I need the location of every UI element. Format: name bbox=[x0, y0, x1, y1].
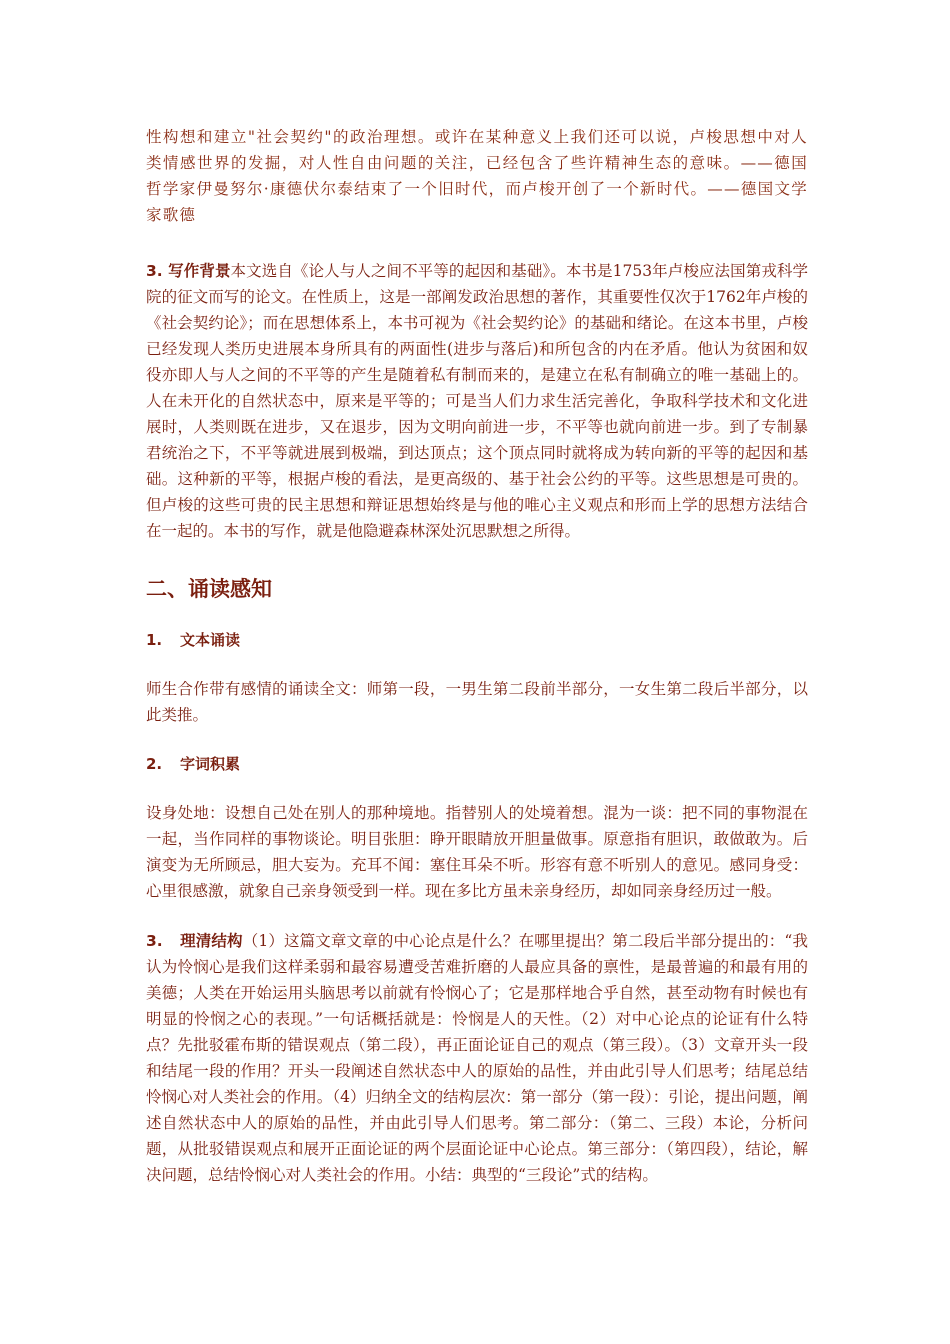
structure-label bbox=[146, 932, 243, 950]
intro-quote-paragraph: 性构想和建立"社会契约"的政治理想。或许在某种意义上我们还可以说，卢梭思想中对人类情感世界的发掘，对人性自由问题的关注，已经包含了些许精神生态的意味。——德国哲学家伊曼努尔·康德伏尔泰结束了一个旧时代，而卢梭开创了一个新时代。——德国文学家歌德 bbox=[146, 128, 808, 224]
structure-paragraph bbox=[146, 928, 808, 1188]
structure-number: 3. bbox=[146, 932, 163, 950]
background-text: 本文选自《论人与人之间不平等的起因和基础》。本书是1753年卢梭应法国第戎科学院的征文而写的论文。在性质上，这是一部阐发政治思想的著作，其重要性仅次于1762年卢梭的《社会契约论》；而在思想体系上，本书可视为《社会契约论》的基础和绪论。在这本书里，卢梭已经发现人类历史进展本身所具有的两面性(进步与落后)和所包含的内在矛盾。他认为贫困和奴役亦即人与人之间的不平等的产生是随着私有制而来的，是建立在私有制确立的唯一基础上的。人在未开化的自然状态中，原来是平等的；可是当人们力求生活完善化，争取科学技术和文化进展时，人类则既在进步，又在退步，因为文明向前进一步，不平等也就向前进一步。到了专制暴君统治之下，不平等就进展到极端，到达顶点；这个顶点同时就将成为转向新的平等的起因和基础。这种新的平等，根据卢梭的看法，是更高级的、基于社会公约的平等。这些思想是可贵的。但卢梭的这些可贵的民主思想和辩证思想始终是与他的唯心主义观点和形而上学的思想方法结合在一起的。本书的写作，就是他隐避森林深处沉思默想之所得。 bbox=[146, 262, 808, 540]
section-title: 二、诵读感知 bbox=[146, 577, 272, 601]
vocab-title: 字词积累 bbox=[180, 755, 241, 773]
reading-paragraph: 师生合作带有感情的诵读全文：师第一段，一男生第二段前半部分，一女生第二段后半部分，以此类推。 bbox=[146, 680, 808, 724]
vocab-paragraph: 设身处地：设想自己处在别人的那种境地。指替别人的处境着想。混为一谈：把不同的事物混在一起，当作同样的事物谈论。明目张胆：睁开眼睛放开胆量做事。原意指有胆识，敢做敢为。后演变为无所顾忌，胆大妄为。充耳不闻：塞住耳朵不听。形容有意不听别人的意见。感同身受：心里很感激，就象自己亲身领受到一样。现在多比方虽未亲身经历，却如同亲身经历过一般。 bbox=[146, 804, 808, 900]
background-paragraph bbox=[146, 258, 808, 544]
vocab-number: 2. bbox=[146, 755, 163, 773]
vocab-heading bbox=[146, 752, 808, 776]
document-page bbox=[146, 124, 808, 1188]
reading-number: 1. bbox=[146, 631, 163, 649]
background-label: 3. 写作背景 bbox=[146, 262, 231, 280]
structure-text: （1）这篇文章文章的中心论点是什么？在哪里提出？第二段后半部分提出的：“我认为怜悯心是我们这样柔弱和最容易遭受苦难折磨的人最应具备的禀性，是最普遍的和最有用的美德；人类在开始运用头脑思考以前就有怜悯心了；它是那样地合乎自然，甚至动物有时候也有明显的怜悯之心的表现。”一句话概括就是：怜悯是人的天性。（2）对中心论点的论证有什么特点？先批驳霍布斯的错误观点（第二段），再正面论证自己的观点（第三段）。（3）文章开头一段和结尾一段的作用？开头一段阐述自然状态中人的原始的品性，并由此引导人们思考；结尾总结怜悯心对人类社会的作用。（4）归纳全文的结构层次：第一部分（第一段）：引论，提出问题，阐述自然状态中人的原始的品性，并由此引导人们思考。第二部分：（第二、三段）本论，分析问题，从批驳错误观点和展开正面论证的两个层面论证中心论点。第三部分：（第四段），结论，解决问题，总结怜悯心对人类社会的作用。小结：典型的“三段论”式的结构。 bbox=[146, 932, 808, 1184]
reading-heading bbox=[146, 628, 808, 652]
structure-title: 理清结构 bbox=[180, 932, 243, 950]
reading-title: 文本诵读 bbox=[180, 631, 241, 649]
